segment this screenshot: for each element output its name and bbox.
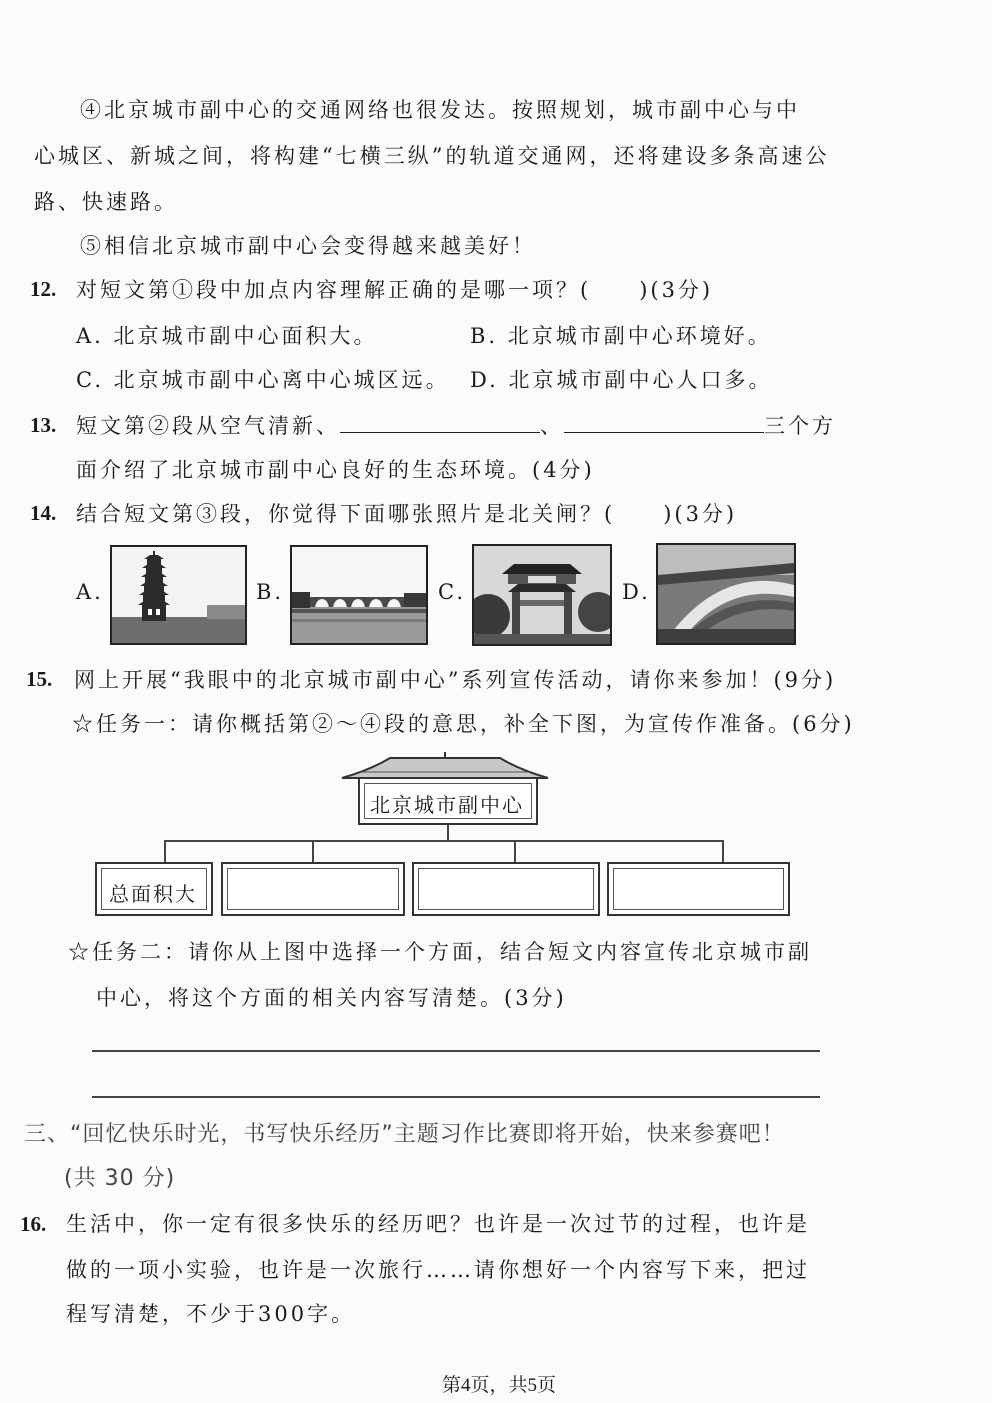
connector-line bbox=[312, 840, 314, 862]
photo-label-c: C. bbox=[438, 580, 466, 604]
section-3-score: (共 30 分) bbox=[64, 1166, 176, 1191]
question-13-part-2: 三个方 bbox=[764, 414, 836, 438]
paragraph-5: ⑤相信北京城市副中心会变得越来越美好！ bbox=[80, 234, 536, 258]
task-2-instruction-line-1: ☆任务二：请你从上图中选择一个方面，结合短文内容宣传北京城市副 bbox=[68, 940, 812, 964]
page-footer: 第4页，共5页 bbox=[442, 1375, 557, 1396]
diagram-branch-box-2[interactable] bbox=[221, 862, 405, 916]
question-16-number: 16. bbox=[20, 1212, 47, 1236]
multi-arch-bridge-photo[interactable] bbox=[290, 545, 428, 645]
diagram-branch-box-4[interactable] bbox=[607, 862, 790, 916]
paragraph-4-line-3: 路、快速路。 bbox=[34, 190, 178, 214]
question-12-number: 12. bbox=[30, 277, 57, 301]
connector-line bbox=[722, 840, 724, 862]
diagram-root-box bbox=[358, 777, 538, 825]
option-12-b: B. 北京城市副中心环境好。 bbox=[470, 324, 772, 348]
question-13-number: 13. bbox=[30, 413, 57, 437]
diagram-root-label: 北京城市副中心 bbox=[370, 793, 524, 817]
arch-bridge-photo[interactable] bbox=[656, 543, 796, 645]
photo-label-a: A. bbox=[76, 580, 104, 604]
memorial-archway-photo[interactable] bbox=[472, 544, 612, 646]
question-13-line-1 bbox=[76, 410, 836, 440]
task-2-instruction-line-2: 中心，将这个方面的相关内容写清楚。(3分) bbox=[96, 986, 567, 1010]
paragraph-4-line-1: ④北京城市副中心的交通网络也很发达。按照规划，城市副中心与中 bbox=[80, 98, 800, 122]
question-15-stem: 网上开展“我眼中的北京城市副中心”系列宣传活动，请你来参加！(9分) bbox=[74, 668, 837, 692]
question-13-separator: 、 bbox=[540, 414, 564, 438]
connector-line bbox=[164, 840, 724, 842]
connector-line bbox=[164, 840, 166, 862]
question-16-line-3: 程写清楚，不少于300字。 bbox=[66, 1302, 356, 1326]
connector-line bbox=[447, 825, 449, 841]
diagram-branch-box-3[interactable] bbox=[412, 862, 600, 916]
pagoda-photo[interactable] bbox=[110, 545, 247, 645]
question-16-line-2: 做的一项小实验，也许是一次旅行……请你想好一个内容写下来，把过 bbox=[66, 1258, 810, 1282]
option-12-c: C. 北京城市副中心离中心城区远。 bbox=[76, 368, 450, 392]
photo-label-b: B. bbox=[256, 580, 285, 604]
task-1-instruction: ☆任务一：请你概括第②～④段的意思，补全下图，为宣传作准备。(6分) bbox=[72, 712, 855, 736]
roof-icon bbox=[340, 752, 550, 780]
question-16-line-1: 生活中，你一定有很多快乐的经历吧？也许是一次过节的过程，也许是 bbox=[66, 1212, 810, 1236]
paragraph-4-line-2: 心城区、新城之间，将构建“七横三纵”的轨道交通网，还将建设多条高速公 bbox=[34, 144, 830, 168]
question-15-number: 15. bbox=[26, 667, 53, 691]
diagram-branch-label-1: 总面积大 bbox=[109, 882, 197, 906]
question-14-number: 14. bbox=[30, 501, 57, 525]
option-12-d: D. 北京城市副中心人口多。 bbox=[470, 368, 773, 392]
option-12-a: A. 北京城市副中心面积大。 bbox=[76, 324, 378, 348]
question-13-line-2: 面介绍了北京城市副中心良好的生态环境。(4分) bbox=[76, 458, 595, 482]
section-3-title: 三、“回忆快乐时光，书写快乐经历”主题习作比赛即将开始，快来参赛吧！ bbox=[24, 1122, 785, 1147]
answer-line-1[interactable] bbox=[92, 1050, 820, 1052]
question-12-stem: 对短文第①段中加点内容理解正确的是哪一项？( )(3分) bbox=[76, 278, 714, 302]
answer-blank-2[interactable] bbox=[564, 414, 764, 433]
question-13-part-1: 短文第②段从空气清新、 bbox=[76, 414, 340, 438]
question-14-stem: 结合短文第③段，你觉得下面哪张照片是北关闸？( )(3分) bbox=[76, 502, 738, 526]
answer-blank-1[interactable] bbox=[340, 414, 540, 433]
answer-line-2[interactable] bbox=[92, 1096, 820, 1098]
connector-line bbox=[514, 840, 516, 862]
photo-label-d: D. bbox=[622, 580, 651, 604]
diagram-branch-box-1 bbox=[95, 862, 213, 916]
